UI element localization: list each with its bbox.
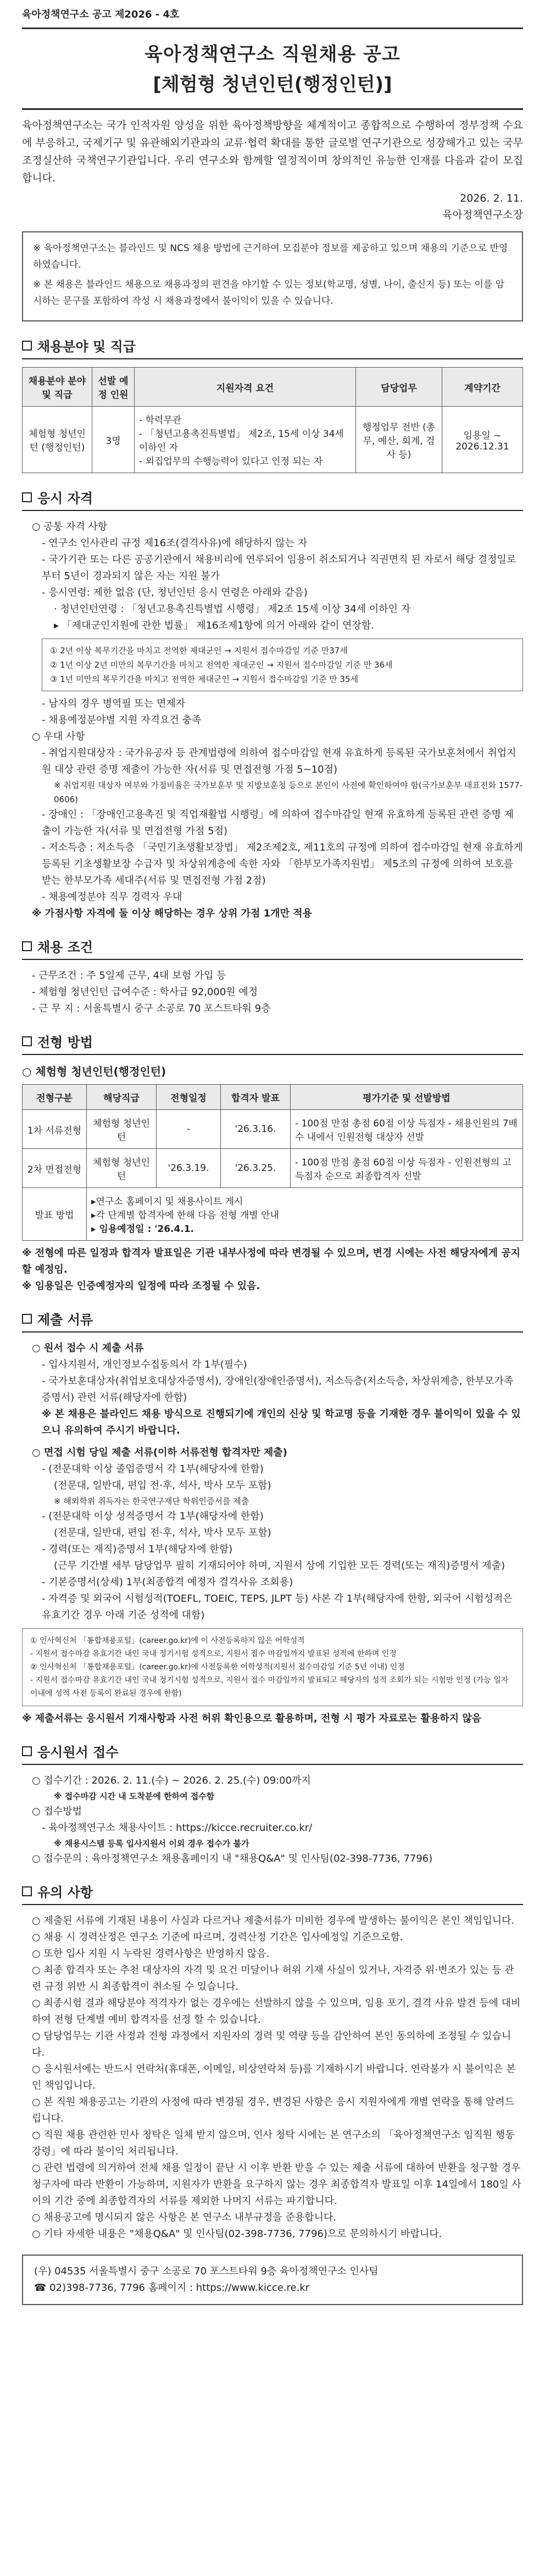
list-item: ○ 담당업무는 기관 사정과 전형 과정에서 지원자의 경력 및 역량 등을 감안하여 본인 동의하에 조정될 수 있습니다. — [32, 2030, 511, 2058]
notes-list — [22, 1913, 523, 2242]
notice-signer: 육아정책연구소장 — [442, 209, 523, 221]
table-header: 채용분야 분야 및 직급 — [23, 368, 92, 407]
blind-notice-box — [22, 231, 523, 321]
list-item: ○ 채용공고에 명시되지 않은 사항은 본 연구소 내부규정을 준용합니다. — [32, 2212, 337, 2223]
notice-item: ※ 육아정책연구소는 블라인드 및 NCS 채용 방법에 근거하여 모집분야 정보를 제공하고 있으며 채용의 기준으로 반영하였습니다. — [33, 243, 508, 270]
table-cell: 임용일 ~ 2026.12.31 — [442, 407, 523, 473]
list-item: ② 인사혁신처 「통합채용포털」(career.go.kr)에 사전등록한 어학성적(지원서 접수마감일 기준 5년 이내) 인정 — [30, 1663, 405, 1672]
documents-final-note: ※ 제출서류는 응시원서 기재사항과 사전 허위 확인용으로 활용하며, 전형 시 평가 자료로는 활용하지 않음 — [22, 1713, 482, 1724]
section-rule — [22, 1764, 523, 1765]
section-title: 응시원서 접수 — [37, 1745, 119, 1760]
list-item: - 국가보훈대상자(취업보호대상자증명서), 장애인(장애인증명서), 저소득층(저소득층, 차상위계층, 한부모가족 증명서) 관련 서류(해당자에 한함) — [42, 1375, 514, 1403]
list-item: ○ 제출된 서류에 기재된 내용이 사실과 다르거나 제출서류가 미비한 경우에 발생하는 불이익은 본인 책임입니다. — [32, 1915, 515, 1927]
section-rule — [22, 1054, 523, 1055]
table-header: 담당업무 — [356, 368, 442, 407]
section-header-conditions — [22, 936, 523, 956]
table-row — [23, 1110, 523, 1149]
table-header: 지원자격 요건 — [135, 368, 356, 407]
table-cell: 행정업무 전반 (총무, 예산, 회계, 검사 등) — [356, 407, 442, 473]
table-header: 전형일정 — [157, 1085, 221, 1110]
language-score-box — [22, 1628, 523, 1706]
list-item: ▸연구소 홈페이지 및 채용사이트 게시 — [91, 1196, 243, 1207]
section-title: 응시 자격 — [37, 491, 93, 506]
table-cell: 3명 — [92, 407, 135, 473]
list-item: ○ 응시원서에는 반드시 연락처(휴대폰, 이메일, 비상연락처 등)를 기재하시기 바랍니다. 연락불가 시 불이익은 본인 책임입니다. — [32, 2063, 516, 2091]
list-item: - 채용예정분야별 지원 자격요건 충족 — [42, 714, 202, 726]
section-title: 제출 서류 — [37, 1312, 93, 1328]
documents-list — [22, 1340, 523, 1624]
list-item: - 장애인 : 「장애인고용촉진 및 직업재활법 시행령」에 의하여 접수마감일 현재 유효하게 등록된 관련 증명 제출이 가능한 자(서류 및 면접전형 가점 5점) — [42, 809, 514, 837]
table-cell: 체험형 청년인턴 (행정인턴) — [23, 407, 92, 473]
list-note: ※ 채용시스템 등록 입사지원서 이외 경우 접수가 불가 — [54, 1839, 249, 1848]
list-heading: ○ 공통 자격 사항 — [32, 521, 108, 532]
section-header-documents — [22, 1309, 523, 1328]
list-item: ① 인사혁신처 「통합채용포털」(career.go.kr)에 이 사전등록하지 않은 어학성적 — [30, 1636, 305, 1645]
qual-line: - 외집업무의 수행능력이 있다고 인정 되는 자 — [139, 456, 323, 467]
list-item: ○ 접수문의 : 육아정책연구소 채용홈페이지 내 "채용Q&A" 및 인사팀(02-398-7736, 7796) — [32, 1853, 433, 1864]
section-title: 채용 조건 — [37, 940, 93, 955]
table-header-row — [23, 1085, 523, 1110]
list-item: ○ 관련 법령에 의거하여 전체 채용 일정이 끝난 시 이후 반환 받을 수 있는 제출 서류에 대하여 반환을 청구할 경우 청구자에 따라 반환이 가능하며, 지원자가 반환을 요구하지 않는 경우 최종합격자 발표일 이후 14일에서 180일 사이의 기간 중에 최종합격자의 서류를 제외한 나머지 서류는 파기합니다. — [32, 2162, 521, 2207]
table-cell — [87, 1188, 523, 1241]
qualifications-list — [22, 519, 523, 634]
section-header-application — [22, 1741, 523, 1761]
sub-heading: ○ 체험형 청년인턴(행정인턴) — [22, 1065, 166, 1078]
list-item: - 취업지원대상자 : 국가유공자 등 관계법령에 의하여 접수마감일 현재 유효하게 등록된 국가보훈처에서 취업지원 대상 관련 증명 제출이 가능한 자(서류 및 면접전형 가점 5~10점) — [42, 747, 516, 775]
list-item: - (전문대학 이상 성적증명서 각 1부(해당자에 한함) — [42, 1511, 264, 1522]
list-item: - 남자의 경우 병역필 또는 면제자 — [42, 698, 186, 709]
title-rule — [22, 108, 523, 110]
section-rule — [22, 358, 523, 359]
section-title: 유의 사항 — [37, 1885, 93, 1900]
table-cell: '26.3.25. — [221, 1149, 291, 1188]
list-item: - 채용예정분야 직무 경력자 우대 — [42, 891, 182, 903]
qual-line: - 학력무관 — [139, 415, 182, 426]
list-item: ○ 최종 합격자 또는 추천 대상자의 자격 및 요건 미달이나 허위 기재 사실이 있거나, 자격증 위·변조가 있는 등 관련 규정 위반 시 최종합격이 취소될 수 있습니다. — [32, 1964, 514, 1992]
qual-line: - 「청년고용촉진특별법」 제2조, 15세 이상 34세 이하인 자 — [139, 429, 344, 453]
list-item: - 입사지원서, 개인정보수집동의서 각 1부(필수) — [42, 1359, 247, 1370]
list-item: ○ 최종시험 결과 해당분야 적격자가 없는 경우에는 선발하지 않을 수 있으며, 임용 포기, 결격 사유 발견 등에 대비하여 전형 단계별 예비 합격자를 선정 할 수 있습니다. — [32, 1997, 521, 2025]
table-cell — [135, 407, 356, 473]
list-item: ○ 접수방법 — [32, 1806, 82, 1817]
application-list — [22, 1773, 523, 1867]
conditions-list — [22, 968, 523, 1017]
list-item: - 지원서 접수마감 유효기간 내인 국내 정기시험 성적으로, 지원서 접수 마감일까지 발표된 성적에 한하며 인정 — [30, 1650, 397, 1658]
list-item: ② 1년 이상 2년 미만의 복무기간을 마치고 전역한 제대군인 → 지원서 접수마감일 기준 만 36세 — [50, 660, 393, 670]
list-item: - 자격증 및 외국어 시험성적(TOEFL, TOEIC, TEPS, JLPT 등) 사본 각 1부(해당자에 한함, 외국어 시험성적은 유효기간 경우 아래 기준 성적에 대함) — [42, 1593, 513, 1621]
table-cell: '26.3.16. — [221, 1110, 291, 1149]
list-heading: ○ 우대 사항 — [32, 731, 85, 742]
table-header: 계약기간 — [442, 368, 523, 407]
table-header: 해당직급 — [87, 1085, 157, 1110]
table-header: 합격자 발표 — [221, 1085, 291, 1110]
table-cell: 1차 서류전형 — [23, 1110, 87, 1149]
section-rule — [22, 959, 523, 960]
table-header: 선발 예정 인원 — [92, 368, 135, 407]
list-note: ※ 취업지원 대상자 여부와 가점비율은 국가보훈부 및 지방보훈청 등으로 본인이 사전에 확인하여야 함(국가보훈부 대표전화 1577-0606) — [54, 780, 523, 804]
list-item: ▸ 임용예정일 : '26.4.1. — [91, 1224, 194, 1235]
top-rule — [22, 27, 523, 29]
table-cell: - 100점 만점 총점 60점 이상 득점자 - 인원전형의 고득점자 순으로 최종합격자 선발 — [291, 1149, 523, 1188]
list-item: ③ 1년 미만의 복무기간을 마치고 전역한 제대군인 → 지원서 접수마감일 기준 만 35세 — [50, 674, 359, 684]
list-item: ○ 기타 자세한 내용은 "채용Q&A" 및 인사팀(02-398-7736, 7796)으로 문의하시기 바랍니다. — [32, 2228, 442, 2240]
list-item: ▸각 단계별 합격자에 한해 다음 전형 개별 안내 — [91, 1210, 279, 1221]
list-item: - 연구소 인사관리 규정 제16조(결격사유)에 해당하지 않는 자 — [42, 537, 308, 549]
topbar — [22, 0, 523, 27]
list-item: - 국가기관 또는 다른 공공기관에서 채용비리에 연루되어 임용이 취소되거나 직권면직 된 자로서 해당 결정일로부터 5년이 경과되지 않은 자는 지원 불가 — [42, 554, 516, 582]
fields-table — [22, 367, 523, 473]
selection-notes — [22, 1245, 523, 1295]
title-block — [22, 39, 523, 96]
list-item: - 경력(또는 재직)증명서 1부(해당자에 한함) — [42, 1544, 233, 1555]
table-header: 전형구분 — [23, 1085, 87, 1110]
checkbox-square-icon — [22, 941, 32, 951]
checkbox-square-icon — [22, 492, 32, 502]
contact-box — [22, 2255, 523, 2305]
list-item: - 응시연령: 제한 없음 (단, 청년인턴 응시 연령은 아래와 같음) — [42, 587, 308, 598]
intro-text: 육아정책연구소는 국가 인적자원 양성을 위한 육아정책방향을 체계적이고 종합적으로 수행하여 정부정책 수요에 부응하고, 국제기구 및 유관해외기관과의 교류·협력 확대를 통한 글로벌 연구기관으로 성장해가고 있는 국무조정실산하 국책연구기관입니다. 우리 연구소와 함께할 열정적이며 창의적인 유능한 인재를 다음과 같이 모집합니다. — [22, 119, 523, 184]
list-item: ▸ 「제대군인지원에 관한 법률」 제16조제1항에 의거 아래와 같이 연장함. — [54, 620, 374, 631]
checkbox-square-icon — [22, 1036, 32, 1046]
notice-date: 2026. 2. 11. — [460, 192, 523, 204]
list-item: - (전문대학 이상 졸업증명서 각 1부(해당자에 한함) — [42, 1463, 264, 1475]
section-rule — [22, 1904, 523, 1905]
table-header-row — [23, 368, 523, 407]
list-item: - 근무조건 : 주 5일제 근무, 4대 보험 가입 등 — [32, 970, 226, 981]
list-note: ※ 가점사항 자격에 둘 이상 해당하는 경우 상위 가점 1개만 적용 — [32, 908, 312, 919]
section-header-notes — [22, 1881, 523, 1901]
list-item: - 저소득층 : 저소득층 「국민기초생활보장법」 제2조제2호, 제11호의 규정에 의하여 접수마감일 현재 유효하게 등록된 기초생활보장 수급자 및 차상위계층에 속한 자와 「한부모가족지원법」 제5조의 규정에 의하여 보호를 받는 한부모가족 세대주(서류 및 면접전형 가점 2점) — [42, 842, 523, 886]
list-item: ① 2년 이상 복무기간을 마치고 전역한 제대군인 → 지원서 접수마감일 기준 만37세 — [50, 646, 348, 656]
table-cell: - 100점 만점 총점 60점 이상 득점자 - 채용인원의 7배수 내에서 인원전형 대상자 선발 — [291, 1110, 523, 1149]
table-cell: 체험형 청년인턴 — [87, 1110, 157, 1149]
address-text: (우) 04535 서울특별시 중구 소공로 70 포스트타워 9층 육아정책연구소 인사팀 — [34, 2266, 379, 2277]
notice-item: ※ 본 채용은 블라인드 채용으로 채용과정의 편견을 야기할 수 있는 정보(학교명, 성별, 나이, 출신지 등) 또는 이를 암시하는 문구를 포함하여 작성 시 채용과정에서 불이익이 있을 수 있습니다. — [33, 279, 505, 307]
page-subtitle: [체험형 청년인턴(행정인턴)] — [153, 74, 392, 96]
checkbox-square-icon — [22, 1314, 32, 1324]
list-note: ※ 접수마감 시간 내 도착분에 한하여 접수함 — [54, 1791, 215, 1801]
list-item: - 지원서 접수마감 유효기간 내인 국내 정기시험 성적으로, 지원서 접수 마감일까지 발표되고 해당자의 성적 조회가 되는 시험만 인정 (가능 일자 이내에 성적 사전 등록이 완료된 경우에 한함) — [30, 1676, 509, 1698]
list-note: ※ 해외학위 취득자는 한국연구재단 학위인증서를 제출 — [54, 1496, 249, 1506]
table-row — [23, 1149, 523, 1188]
section-header-fields — [22, 336, 523, 355]
list-note: ※ 임용일은 인증예정자의 일정에 따라 조정될 수 있음. — [22, 1280, 260, 1292]
list-item: (근무 기간별 세부 담당업무 필히 기재되어야 하며, 지원서 상에 기입한 모든 경력(또는 재직)증명서 제출) — [54, 1560, 505, 1572]
table-cell: 발표 방법 — [23, 1188, 87, 1241]
contact-text[interactable]: ☎ 02)398-7736, 7796 홈페이지 : https://www.kicce.re.kr — [34, 2282, 310, 2294]
checkbox-square-icon — [22, 1886, 32, 1896]
list-item: · 청년인턴연령 : 「청년고용촉진특별법 시행령」 제2조 15세 이상 34세 이하인 자 — [54, 603, 411, 615]
checkbox-square-icon — [22, 1746, 32, 1756]
selection-table — [22, 1084, 523, 1241]
list-item: (전문대, 일반대, 편입 전·후, 석사, 박사 모두 포함) — [54, 1480, 271, 1491]
age-extension-box — [42, 639, 523, 691]
table-cell: - — [157, 1110, 221, 1149]
list-item: ○ 또한 입사 지원 시 누락된 경력사항은 반영하지 않음. — [32, 1948, 270, 1959]
table-header: 평가기준 및 선발방법 — [291, 1085, 523, 1110]
section-title: 전형 방법 — [37, 1035, 93, 1050]
table-cell: 체험형 청년인턴 — [87, 1149, 157, 1188]
list-item: - 체험형 청년인턴 급여수준 : 학사급 92,000원 예정 — [32, 986, 258, 998]
table-cell: 2차 면접전형 — [23, 1149, 87, 1188]
notice-number: 육아정책연구소 공고 제2026 - 4호 — [22, 9, 180, 20]
page-title: 육아정책연구소 직원채용 공고 — [144, 43, 401, 65]
list-item: ○ 직원 채용 관련한 민사 청탁은 일체 받지 않으며, 인사 청탁 시에는 본 연구소의 「육아정책연구소 임직원 행동강령」에 따라 불이익 처리됩니다. — [32, 2129, 515, 2157]
list-heading: ○ 면접 시험 당일 제출 서류(이하 서류전형 합격자만 제출) — [32, 1447, 287, 1458]
list-item: - 기본증명서(상세) 1부(최종합격 예정자 결격사유 조회용) — [42, 1576, 293, 1588]
table-row — [23, 1188, 523, 1241]
section-header-selection — [22, 1031, 523, 1051]
list-item: ○ 접수기간 : 2026. 2. 11.(수) ~ 2026. 2. 25.(수) 09:00까지 — [32, 1775, 311, 1786]
list-item: - 근 무 지 : 서울특별시 중구 소공로 70 포스트타워 9층 — [32, 1003, 271, 1014]
list-note: ※ 본 채용은 블라인드 채용 방식으로 진행되기에 개인의 신상 및 학교명 등을 기재한 경우 불이익이 있을 수 있으니 유의하여 주시기 바랍니다. — [42, 1408, 521, 1436]
checkbox-square-icon — [22, 341, 32, 351]
list-item: ○ 본 직원 채용공고는 기관의 사정에 따라 변경될 경우, 변경된 사항은 응시 지원자에게 개별 연락을 통해 알려드립니다. — [32, 2096, 515, 2124]
section-rule — [22, 510, 523, 511]
table-cell: '26.3.19. — [157, 1149, 221, 1188]
recruit-site-link[interactable]: - 육아정책연구소 채용사이트 : https://kicce.recruiter.co.kr/ — [42, 1822, 313, 1834]
list-note: ※ 전형에 따른 일정과 합격자 발표일은 기관 내부사정에 따라 변경될 수 있으며, 변경 시에는 사전 해당자에게 공지 할 예정임. — [22, 1247, 521, 1275]
table-row — [23, 407, 523, 473]
list-heading: ○ 원서 접수 시 제출 서류 — [32, 1342, 144, 1354]
section-title: 채용분야 및 직급 — [37, 339, 136, 354]
list-item: (전문대, 일반대, 편입 전·후, 석사, 박사 모두 포함) — [54, 1527, 271, 1539]
list-item: ○ 채용 시 경력산정은 연구소 기준에 따르며, 경력산정 기간은 입사예정일 기준으로함. — [32, 1931, 403, 1943]
qualifications-list-2 — [22, 696, 523, 922]
section-rule — [22, 1331, 523, 1333]
section-header-qualifications — [22, 487, 523, 507]
